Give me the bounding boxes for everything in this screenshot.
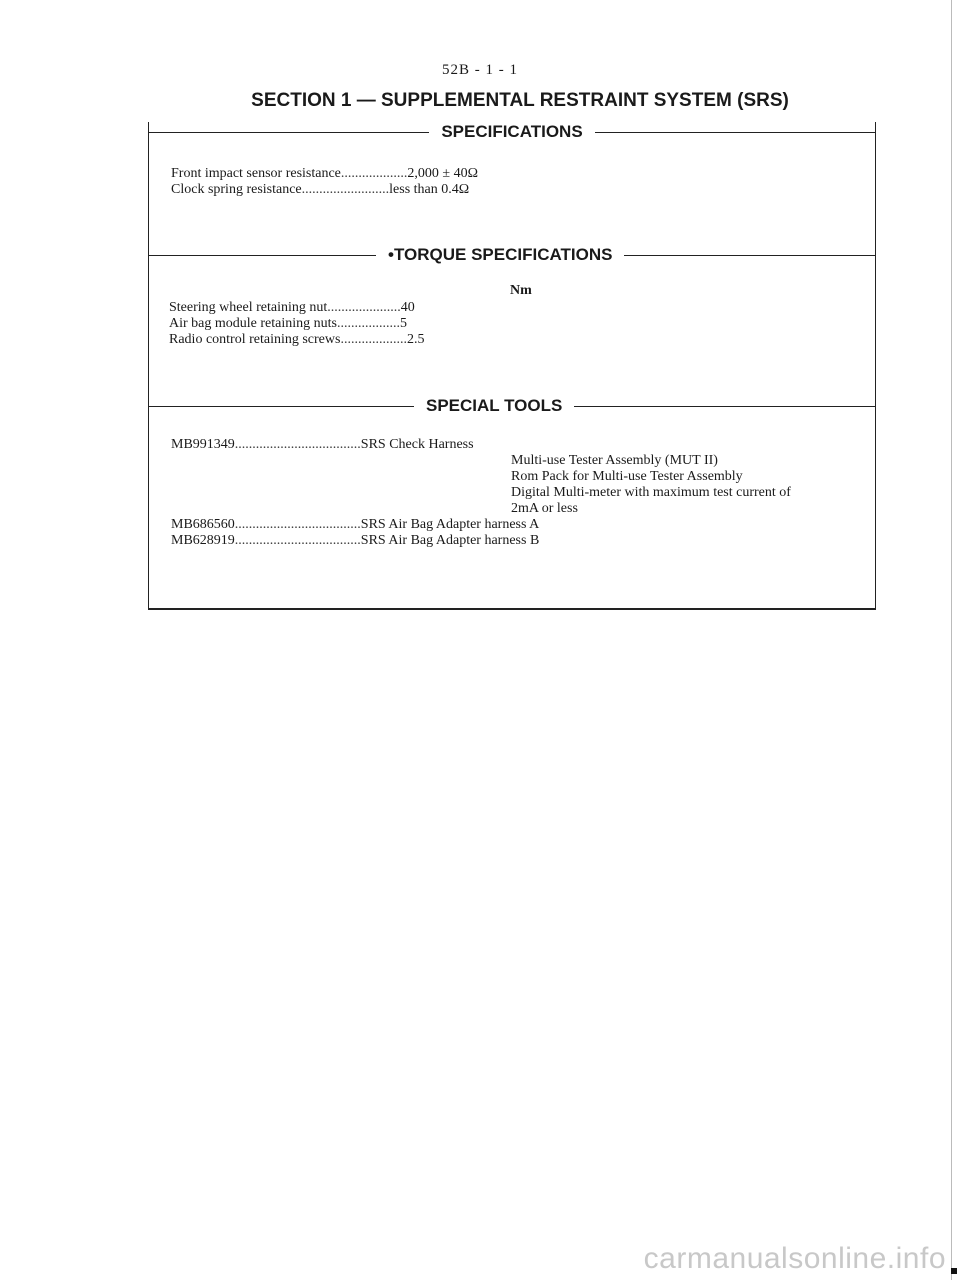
leader-dots: .................................... (234, 533, 361, 548)
header-rule (595, 132, 876, 133)
torque-value: 5 (399, 316, 407, 331)
torque-unit: Nm (510, 283, 532, 298)
torque-label: Air bag module retaining nuts (169, 316, 337, 331)
header-rule (148, 132, 429, 133)
header-rule (624, 255, 876, 256)
leader-dots: ..................... (327, 300, 401, 315)
section-title: SECTION 1 — SUPPLEMENTAL RESTRAINT SYSTEM (SRS) (251, 90, 789, 111)
tools-heading: SPECIAL TOOLS (426, 396, 563, 415)
spec-value: 2,000 ± 40Ω (407, 166, 478, 181)
spec-row (171, 166, 478, 182)
page-code: 52B - 1 - 1 (442, 62, 518, 78)
header-rule (148, 406, 414, 407)
page-edge-line (951, 0, 952, 1280)
tool-desc-line: Digital Multi-meter with maximum test current of (511, 485, 791, 500)
tool-code: MB991349 (171, 437, 235, 452)
tool-desc: SRS Check Harness (360, 437, 474, 452)
corner-mark (951, 1268, 957, 1274)
tool-code: MB628919 (171, 533, 235, 548)
tool-desc: SRS Air Bag Adapter harness A (360, 517, 540, 532)
torque-value: 40 (400, 300, 415, 315)
tool-row (171, 517, 539, 533)
tool-desc-line: Rom Pack for Multi-use Tester Assembly (511, 469, 743, 484)
torque-label: Radio control retaining screws (169, 332, 341, 347)
watermark: carmanualsonline.info (643, 1242, 946, 1275)
leader-dots: .................................... (234, 437, 361, 452)
torque-label: Steering wheel retaining nut (169, 300, 328, 315)
spec-value: less than 0.4Ω (389, 182, 470, 197)
specifications-header (148, 122, 876, 142)
header-rule (574, 406, 876, 407)
leader-dots: ................... (340, 166, 408, 181)
torque-row (169, 316, 407, 332)
tool-desc: SRS Air Bag Adapter harness B (360, 533, 540, 548)
tool-row (171, 437, 474, 453)
tool-row (171, 533, 539, 549)
torque-heading (376, 245, 624, 265)
tool-desc-line: 2mA or less (511, 501, 578, 516)
spec-label: Front impact sensor resistance (171, 166, 341, 181)
torque-header (148, 245, 876, 265)
leader-dots: ......................... (301, 182, 390, 197)
torque-heading-text: TORQUE SPECIFICATIONS (393, 245, 613, 264)
leader-dots: .................. (336, 316, 400, 331)
tools-header (148, 396, 876, 416)
spec-box (148, 122, 876, 610)
torque-row (169, 332, 424, 348)
specifications-heading: SPECIFICATIONS (441, 122, 583, 141)
leader-dots: ................... (340, 332, 407, 347)
header-rule (148, 255, 376, 256)
bullet-mark: • (388, 245, 394, 264)
torque-value: 2.5 (406, 332, 425, 347)
torque-row (169, 300, 415, 316)
leader-dots: .................................... (234, 517, 361, 532)
spec-row (171, 182, 469, 198)
spec-label: Clock spring resistance (171, 182, 302, 197)
tool-code: MB686560 (171, 517, 235, 532)
tool-desc-line: Multi-use Tester Assembly (MUT II) (511, 453, 718, 468)
